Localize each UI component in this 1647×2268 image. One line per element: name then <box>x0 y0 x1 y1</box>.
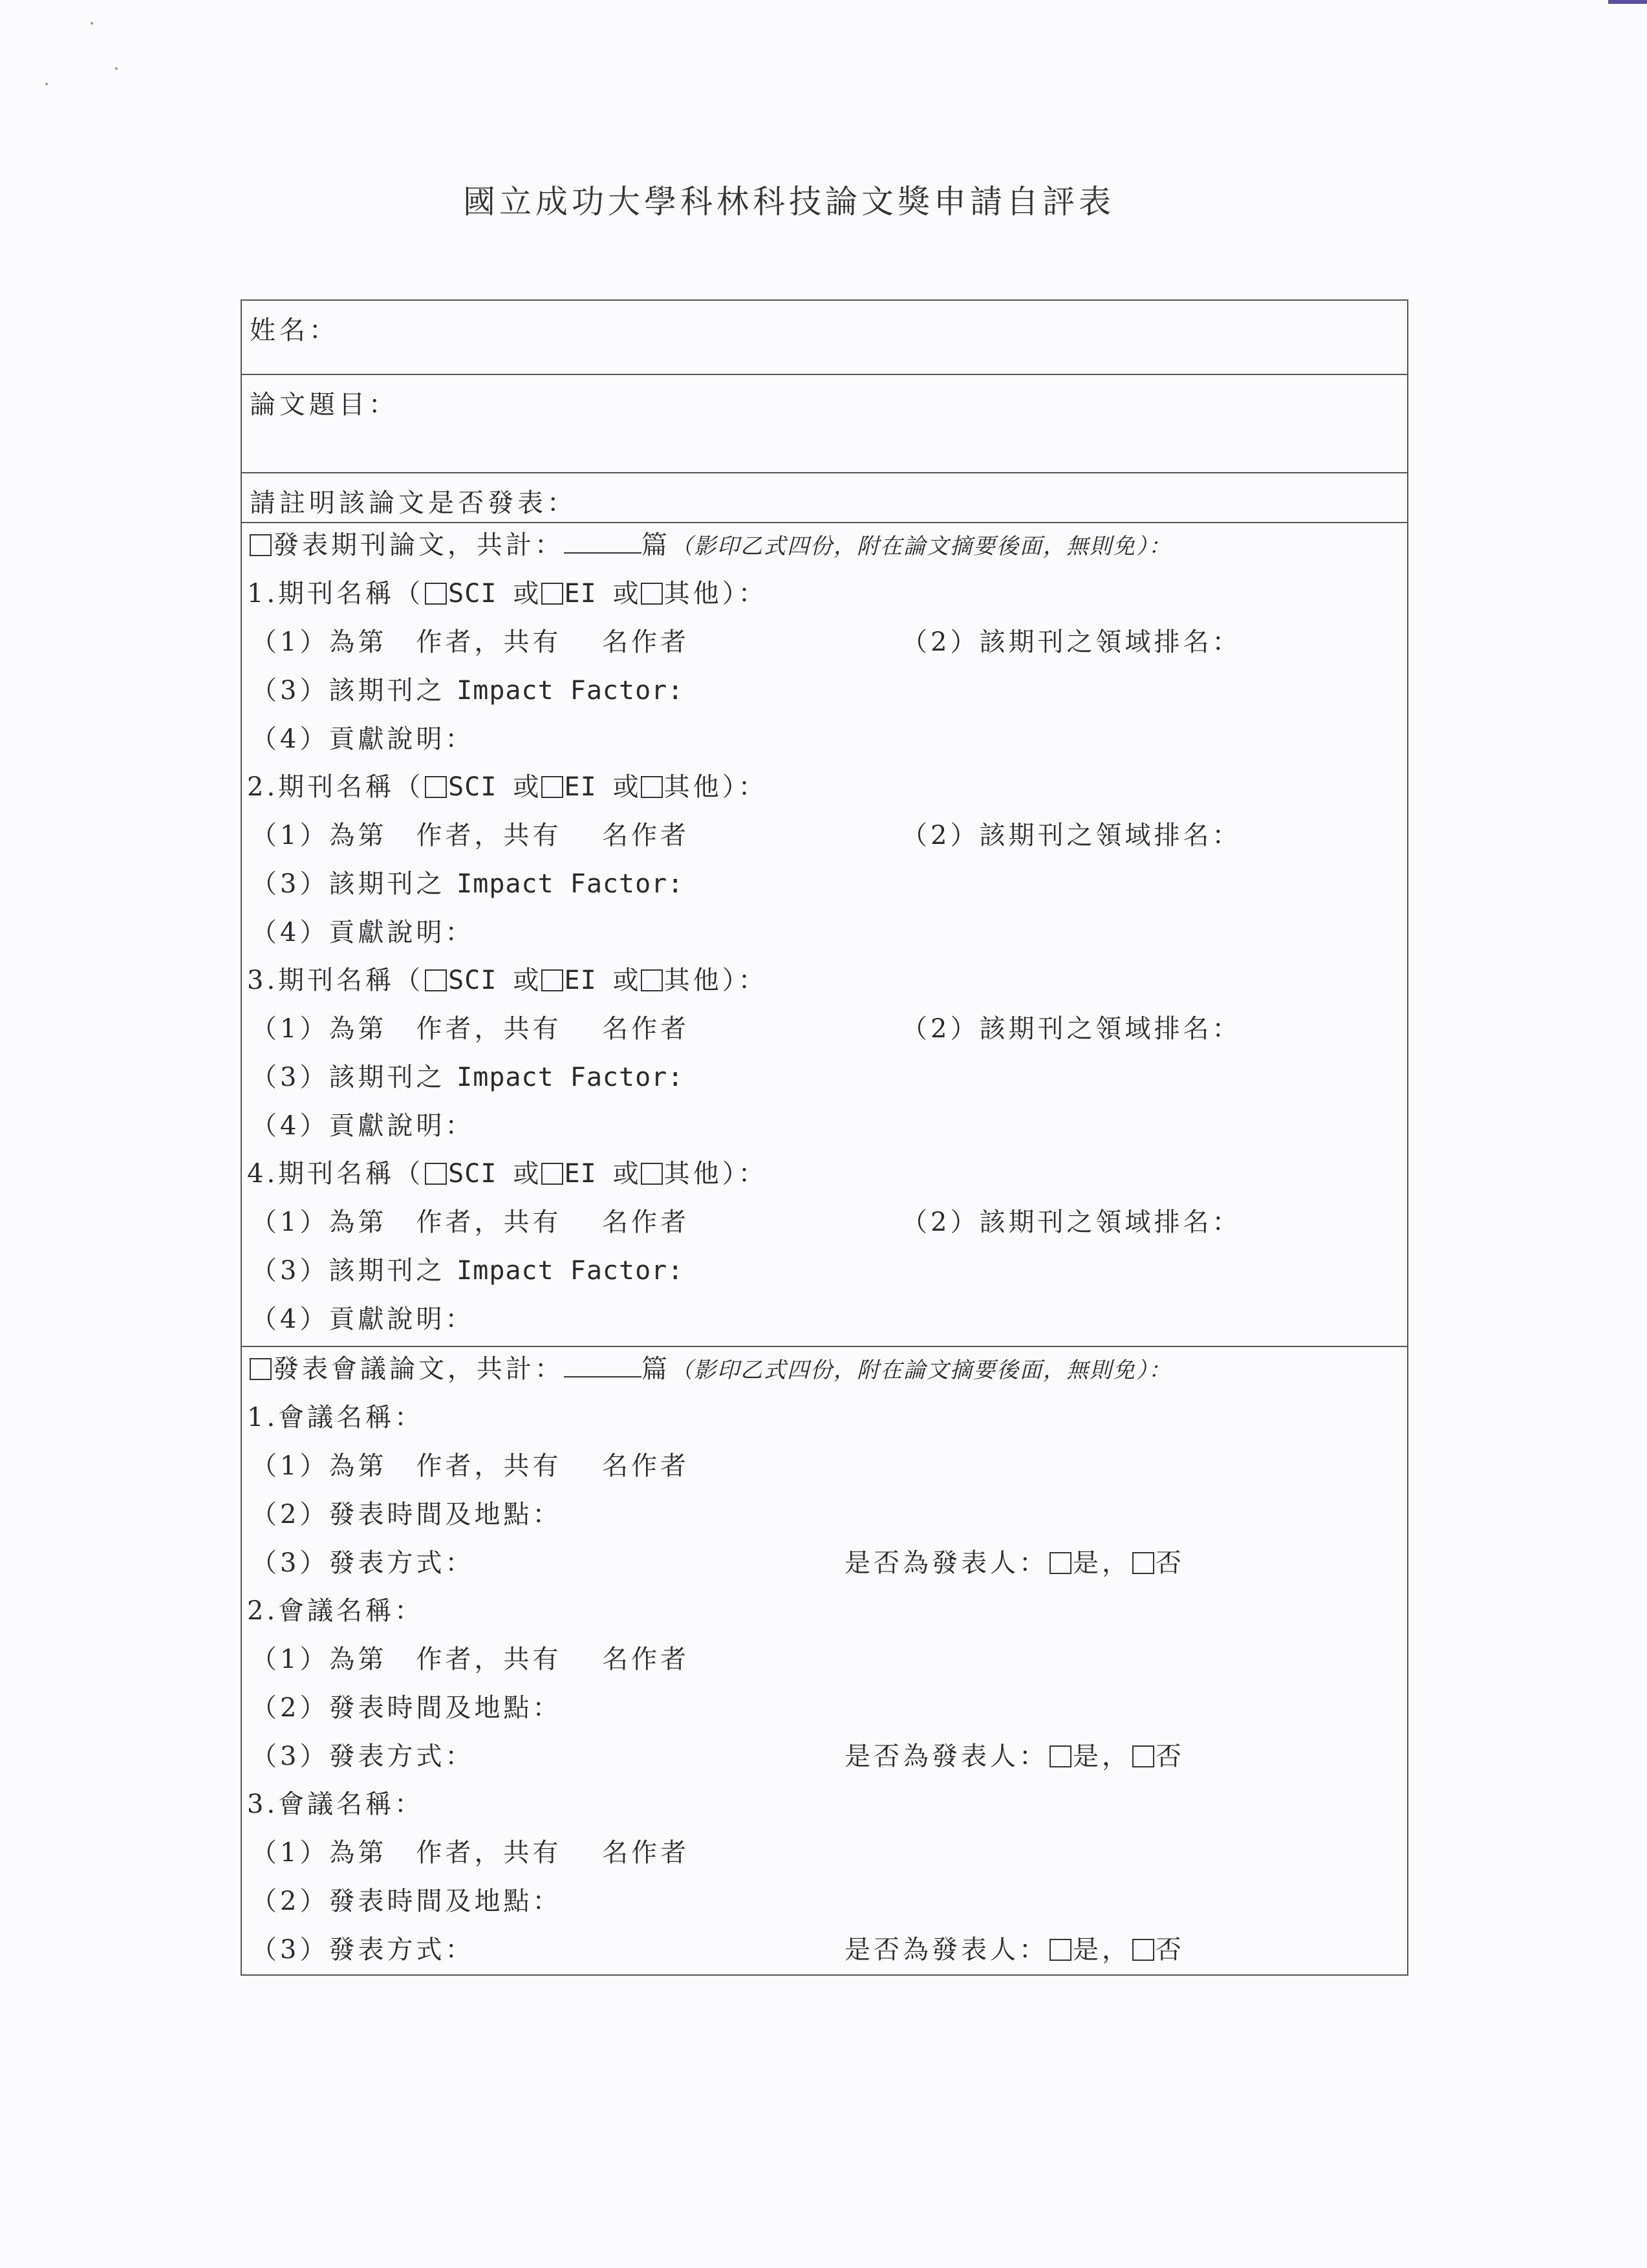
journal-header-text: 發表期刊論文，共計： <box>273 530 564 560</box>
journal-1-if-prefix: （3）該期刊之 <box>251 676 457 706</box>
conference-3-no-checkbox[interactable] <box>1132 1939 1154 1961</box>
conference-2-presenter-label: 是否為發表人： <box>845 1742 1048 1771</box>
journal-4-if-label: Impact Factor: <box>457 1256 684 1286</box>
conference-3-author: （1）為第 作者，共有 名作者 <box>251 1838 690 1868</box>
journal-4-contribution: （4）貢獻說明： <box>251 1304 475 1334</box>
conference-3-name: 3.會議名稱： <box>247 1789 424 1819</box>
conference-1-presenter-label: 是否為發表人： <box>845 1548 1048 1578</box>
journal-2-if-prefix: （3）該期刊之 <box>251 869 457 899</box>
conference-count-blank[interactable] <box>564 1350 641 1377</box>
conference-3-yes-checkbox[interactable] <box>1050 1939 1071 1961</box>
conference-header-note: （影印乙式四份，附在論文摘要後面，無則免）： <box>671 1357 1172 1383</box>
thesis-title-row[interactable] <box>242 375 1407 473</box>
conference-3-time-place: （2）發表時間及地點： <box>251 1886 562 1916</box>
scan-speck <box>45 83 48 85</box>
journal-2-other-label: 其他）： <box>663 772 768 802</box>
journal-3-name <box>247 961 768 1000</box>
journal-4-sci-checkbox[interactable] <box>425 1163 447 1185</box>
journal-1-contribution: （4）貢獻說明： <box>251 724 475 754</box>
scan-speck <box>115 67 118 70</box>
journal-3-rank: （2）該期刊之領域排名： <box>901 1014 1242 1044</box>
conference-1-name: 1.會議名稱： <box>247 1403 424 1432</box>
journal-3-ei-label: EI 或 <box>564 966 640 995</box>
journal-2-sci-checkbox[interactable] <box>425 776 447 798</box>
journal-2-if-label: Impact Factor: <box>457 869 684 899</box>
self-evaluation-form <box>241 299 1408 1976</box>
journal-3-other-checkbox[interactable] <box>641 969 663 991</box>
scan-edge-mark <box>1608 0 1647 4</box>
conference-1-yes-checkbox[interactable] <box>1050 1552 1071 1574</box>
conference-1-presenter <box>845 1544 1185 1582</box>
conference-3-presenter <box>845 1930 1185 1969</box>
journal-1-if-label: Impact Factor: <box>457 676 684 706</box>
journal-checkbox[interactable] <box>250 534 272 556</box>
journal-4-other-checkbox[interactable] <box>641 1163 663 1185</box>
journal-3-sci-checkbox[interactable] <box>425 969 447 991</box>
conference-1-yes-label: 是， <box>1073 1548 1131 1578</box>
journal-2-author: （1）為第 作者，共有 名作者 <box>251 821 690 850</box>
conference-3-no-label: 否 <box>1156 1935 1185 1965</box>
journal-4-other-label: 其他）： <box>663 1159 768 1189</box>
journal-3-ei-checkbox[interactable] <box>541 969 563 991</box>
conference-section <box>242 1347 1407 1974</box>
journal-3-if-label: Impact Factor: <box>457 1063 684 1092</box>
journal-1-ei-checkbox[interactable] <box>541 583 563 605</box>
conference-3-yes-label: 是， <box>1073 1935 1131 1965</box>
page-title: 國立成功大學科林科技論文獎申請自評表 <box>463 183 1115 221</box>
conference-1-no-checkbox[interactable] <box>1132 1552 1154 1574</box>
name-label: 姓名： <box>250 316 339 345</box>
conference-header-text: 發表會議論文，共計： <box>273 1354 564 1384</box>
journal-2-ei-label: EI 或 <box>564 772 640 802</box>
journal-header-note: （影印乙式四份，附在論文摘要後面，無則免）： <box>671 534 1172 559</box>
journal-1-author: （1）為第 作者，共有 名作者 <box>251 627 690 657</box>
journal-header <box>248 526 1172 565</box>
published-row[interactable] <box>242 473 1407 523</box>
journal-4-rank: （2）該期刊之領域排名： <box>901 1207 1242 1237</box>
journal-2-impact-factor <box>251 865 684 903</box>
published-label: 請註明該論文是否發表： <box>250 488 577 518</box>
journal-1-rank: （2）該期刊之領域排名： <box>901 627 1242 657</box>
conference-2-time-place: （2）發表時間及地點： <box>251 1693 562 1723</box>
journal-1-name <box>247 574 768 613</box>
journal-3-author: （1）為第 作者，共有 名作者 <box>251 1014 690 1044</box>
journal-2-contribution: （4）貢獻說明： <box>251 918 475 947</box>
journal-3-impact-factor <box>251 1058 684 1097</box>
conference-1-method: （3）發表方式： <box>251 1548 475 1578</box>
journal-1-ei-label: EI 或 <box>564 579 640 609</box>
journal-1-other-checkbox[interactable] <box>641 583 663 605</box>
journal-section <box>242 523 1407 1347</box>
journal-4-sci-label: SCI 或 <box>448 1159 540 1189</box>
journal-2-rank: （2）該期刊之領域排名： <box>901 821 1242 850</box>
conference-2-method: （3）發表方式： <box>251 1742 475 1771</box>
conference-2-name: 2.會議名稱： <box>247 1596 424 1626</box>
journal-count-blank[interactable] <box>564 526 641 554</box>
journal-1-sci-checkbox[interactable] <box>425 583 447 605</box>
name-row[interactable] <box>242 301 1407 375</box>
journal-1-impact-factor <box>251 671 684 710</box>
journal-1-sci-label: SCI 或 <box>448 579 540 609</box>
conference-3-method: （3）發表方式： <box>251 1935 475 1965</box>
conference-2-author: （1）為第 作者，共有 名作者 <box>251 1645 690 1674</box>
journal-2-other-checkbox[interactable] <box>641 776 663 798</box>
journal-1-other-label: 其他）： <box>663 579 768 609</box>
conference-header-unit: 篇 <box>641 1354 671 1384</box>
conference-3-presenter-label: 是否為發表人： <box>845 1935 1048 1965</box>
journal-2-name-prefix: 2.期刊名稱（ <box>247 772 424 802</box>
conference-checkbox[interactable] <box>250 1358 272 1380</box>
conference-1-time-place: （2）發表時間及地點： <box>251 1500 562 1529</box>
journal-4-name <box>247 1154 768 1193</box>
conference-1-author: （1）為第 作者，共有 名作者 <box>251 1451 690 1481</box>
journal-3-if-prefix: （3）該期刊之 <box>251 1063 457 1092</box>
journal-4-if-prefix: （3）該期刊之 <box>251 1256 457 1286</box>
journal-3-name-prefix: 3.期刊名稱（ <box>247 966 424 995</box>
scan-speck <box>91 22 93 25</box>
conference-header <box>248 1350 1172 1388</box>
journal-2-sci-label: SCI 或 <box>448 772 540 802</box>
conference-2-no-label: 否 <box>1156 1742 1185 1771</box>
journal-3-sci-label: SCI 或 <box>448 966 540 995</box>
conference-2-no-checkbox[interactable] <box>1132 1745 1154 1767</box>
conference-2-presenter <box>845 1737 1185 1776</box>
conference-1-no-label: 否 <box>1156 1548 1185 1578</box>
thesis-title-label: 論文題目： <box>250 390 398 420</box>
journal-3-contribution: （4）貢獻說明： <box>251 1111 475 1141</box>
journal-1-name-prefix: 1.期刊名稱（ <box>247 579 424 609</box>
journal-3-other-label: 其他）： <box>663 966 768 995</box>
journal-4-author: （1）為第 作者，共有 名作者 <box>251 1207 690 1237</box>
journal-4-name-prefix: 4.期刊名稱（ <box>247 1159 424 1189</box>
conference-2-yes-checkbox[interactable] <box>1050 1745 1071 1767</box>
journal-4-ei-label: EI 或 <box>564 1159 640 1189</box>
journal-2-ei-checkbox[interactable] <box>541 776 563 798</box>
journal-header-unit: 篇 <box>641 530 671 560</box>
journal-2-name <box>247 768 768 806</box>
conference-2-yes-label: 是， <box>1073 1742 1131 1771</box>
journal-4-impact-factor <box>251 1251 684 1290</box>
journal-4-ei-checkbox[interactable] <box>541 1163 563 1185</box>
